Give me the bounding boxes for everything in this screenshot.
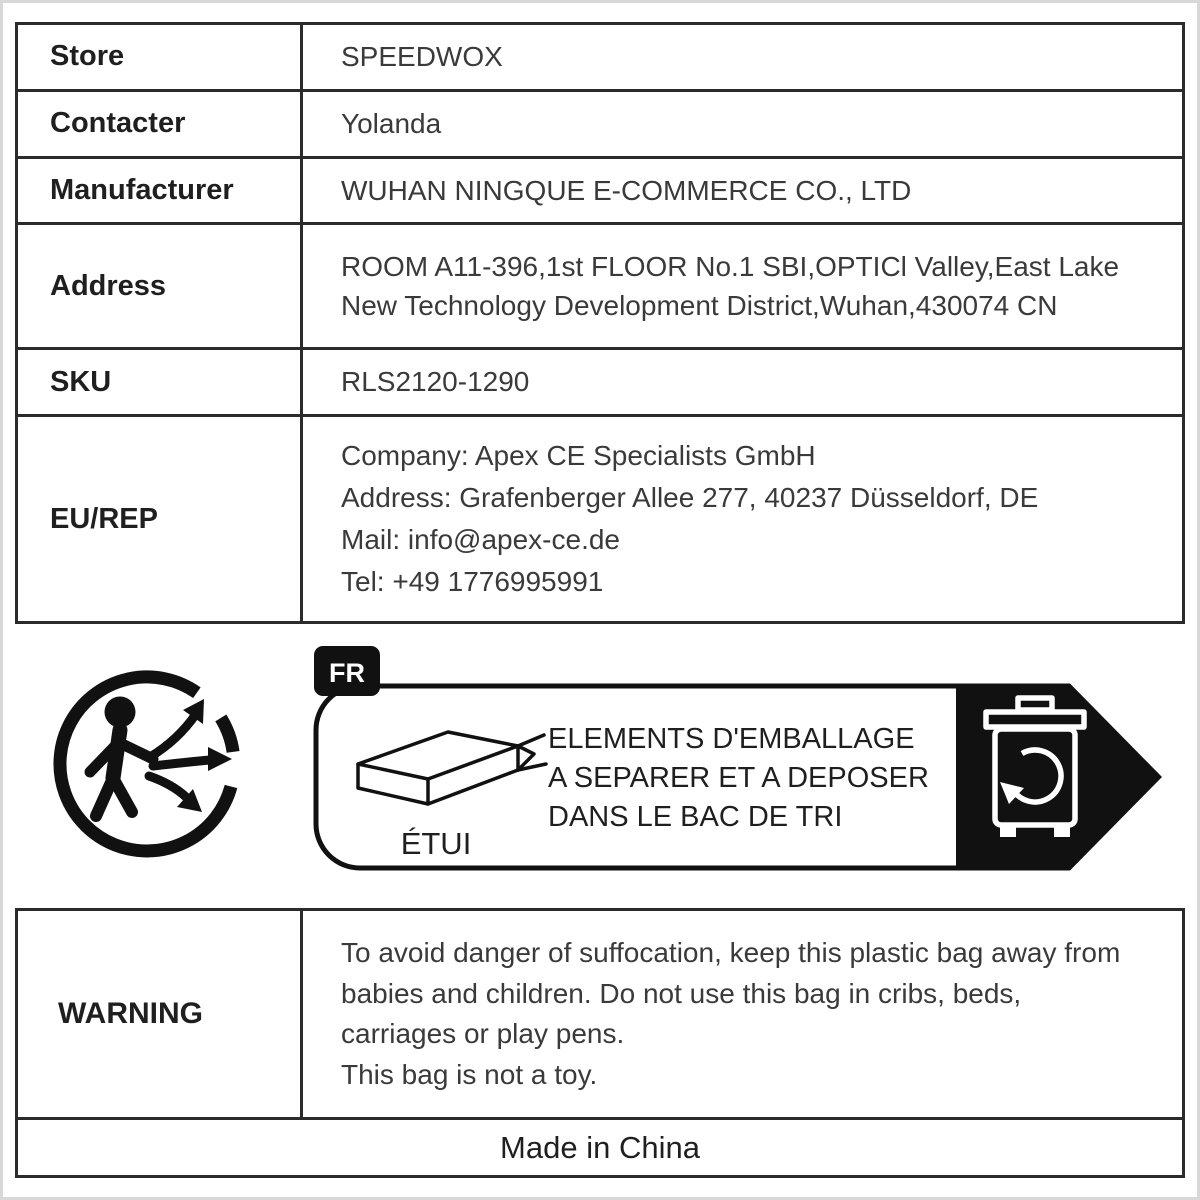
manufacturer-label: Manufacturer	[18, 159, 303, 223]
packaging-sorting-banner	[306, 636, 1168, 880]
instruction-line-2: A SEPARER ET A DEPOSER	[548, 762, 929, 794]
language-tab	[314, 646, 380, 696]
warning-paragraph: To avoid danger of suffocation, keep this plastic bag away from babies and children. Do not use this bag in cribs, beds, carriages or play pens.	[341, 937, 1121, 1050]
eurep-label: EU/REP	[18, 417, 303, 621]
warning-row	[18, 911, 1182, 1120]
eurep-address-line: Address: Grafenberger Allee 277, 40237 Düsseldorf, DE	[341, 482, 1039, 513]
store-value: SPEEDWOX	[341, 41, 503, 72]
instruction-line-3: DANS LE BAC DE TRI	[548, 801, 843, 833]
triman-arrows	[149, 699, 232, 812]
etui-carton-icon	[358, 732, 546, 804]
triman-recycling-logo	[50, 662, 255, 867]
contacter-value: Yolanda	[341, 107, 442, 139]
sorting-instruction	[548, 723, 929, 833]
sku-value: RLS2120-1290	[341, 366, 530, 398]
table-row-address	[18, 225, 1182, 350]
store-label: Store	[18, 25, 303, 89]
etui-label: ÉTUI	[400, 826, 472, 861]
made-in-row	[18, 1120, 1182, 1175]
triman-person-figure	[90, 697, 153, 817]
address-label: Address	[18, 225, 303, 347]
table-row-store	[18, 25, 1182, 92]
language-tab-label: FR	[329, 658, 365, 688]
eurep-value	[303, 417, 1182, 621]
warning-label: WARNING	[18, 911, 303, 1117]
warning-text	[303, 911, 1182, 1117]
eurep-mail-line: Mail: info@apex-ce.de	[341, 524, 621, 555]
sku-label: SKU	[18, 350, 303, 414]
table-row-sku	[18, 350, 1182, 417]
table-row-eurep	[18, 417, 1182, 621]
warning-table	[15, 908, 1185, 1178]
warning-note: This bag is not a toy.	[341, 1058, 598, 1090]
address-value: ROOM A11-396,1st FLOOR No.1 SBI,OPTICl Valley,East Lake New Technology Development District,Wuhan,430074 CN	[341, 250, 1120, 322]
product-info-table	[15, 22, 1185, 624]
eurep-company-line: Company: Apex CE Specialists GmbH	[341, 440, 816, 471]
manufacturer-value: WUHAN NINGQUE E-COMMERCE CO., LTD	[341, 174, 912, 206]
table-row-contacter	[18, 92, 1182, 159]
eurep-tel-line: Tel: +49 1776995991	[341, 566, 604, 597]
contacter-label: Contacter	[18, 92, 303, 156]
triman-ring-minor-arc	[221, 718, 233, 752]
instruction-line-1: ELEMENTS D'EMBALLAGE	[548, 723, 915, 755]
table-row-manufacturer	[18, 159, 1182, 226]
made-in-label: Made in China	[500, 1129, 700, 1165]
